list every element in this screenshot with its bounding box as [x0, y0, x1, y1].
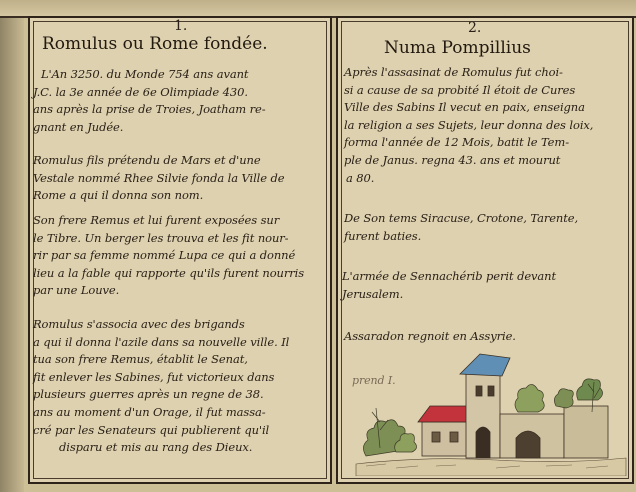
- text-line: forma l'année de 12 Mois, batit le Tem-: [344, 135, 569, 150]
- paragraph-remus: [33, 212, 304, 300]
- text-line: Romulus s'associa avec des brigands: [33, 317, 245, 331]
- text-line: Ville des Sabins Il vecut en paix, enseigna: [344, 100, 585, 115]
- text-line: disparu et mis au rang des Dieux.: [59, 440, 253, 455]
- stone-wall-arch: [500, 406, 608, 458]
- text-line: rir par sa femme nommé Lupa ce qui a donné: [33, 248, 296, 263]
- text-line: J.C. la 3e année de 6e Olimpiade 430.: [33, 84, 248, 99]
- engraved-village-scene: [346, 352, 628, 476]
- text-line: cré par les Senateurs qui publierent qu'il: [33, 422, 270, 437]
- text-line: Son frere Remus et lui furent exposées sur: [33, 213, 280, 227]
- text-line: la religion a ses Sujets, leur donna des loix,: [344, 117, 594, 132]
- red-roof-house: [418, 406, 472, 456]
- text-line: a 80.: [346, 170, 375, 185]
- panel-number-1: 1.: [174, 18, 188, 34]
- text-line: a qui il donna l'azile dans sa nouvelle ville. Il: [33, 334, 290, 349]
- text-line: Après l'assasinat de Romulus fut choi-: [344, 65, 563, 79]
- text-line: plusieurs guerres après un regne de 38.: [33, 387, 264, 402]
- text-line: Jerusalem.: [342, 286, 404, 301]
- text-line: par une Louve.: [33, 283, 120, 298]
- paragraph-assaradon: [344, 328, 516, 346]
- text-line: le Tibre. Un berger les trouva et les fit nour-: [33, 230, 289, 245]
- scene-caption: prend I.: [352, 374, 396, 387]
- text-line: ans après la prise de Troies, Joatham re-: [33, 102, 266, 117]
- panel-title-numa: Numa Pompillius: [384, 38, 531, 58]
- text-line: Rome a qui il donna son nom.: [33, 188, 204, 203]
- text-line: ans au moment d'un Orage, il fut massa-: [33, 404, 266, 419]
- text-line: L'armée de Sennachérib perit devant: [342, 269, 557, 283]
- text-line: fit enlever les Sabines, fut victorieux dans: [33, 369, 275, 384]
- text-line: si a cause de sa probité Il étoit de Cures: [344, 82, 576, 97]
- panel-number-2: 2.: [468, 20, 482, 36]
- ground-shape: [356, 458, 626, 476]
- text-line: gnant en Judée.: [33, 119, 124, 134]
- text-line: furent baties.: [344, 228, 422, 243]
- text-line: De Son tems Siracuse, Crotone, Tarente,: [344, 211, 579, 225]
- paragraph-reign: [33, 316, 289, 457]
- text-line: lieu a la fable qui rapporte qu'ils furent nourris: [33, 265, 305, 280]
- text-line: ple de Janus. regna 43. ans et mourut: [344, 152, 561, 167]
- text-line: L'An 3250. du Monde 754 ans avant: [41, 67, 249, 81]
- left-foliage: [363, 408, 416, 456]
- paragraph-founding: [33, 152, 285, 205]
- paragraph-numa-life: [344, 64, 593, 187]
- paragraph-cities: [344, 210, 578, 245]
- paragraph-dates: [33, 66, 266, 136]
- text-line: Vestale nommé Rhee Silvie fonda la Ville de: [33, 170, 285, 185]
- panel-title-romulus: Romulus ou Rome fondée.: [42, 34, 268, 54]
- text-line: tua son frere Remus, établit le Senat,: [33, 352, 248, 367]
- paragraph-sennacherib: [342, 268, 556, 303]
- text-line: Romulus fils prétendu de Mars et d'une: [33, 153, 261, 167]
- page-edge-shadow: [0, 0, 24, 492]
- text-line: Assaradon regnoit en Assyrie.: [344, 329, 516, 343]
